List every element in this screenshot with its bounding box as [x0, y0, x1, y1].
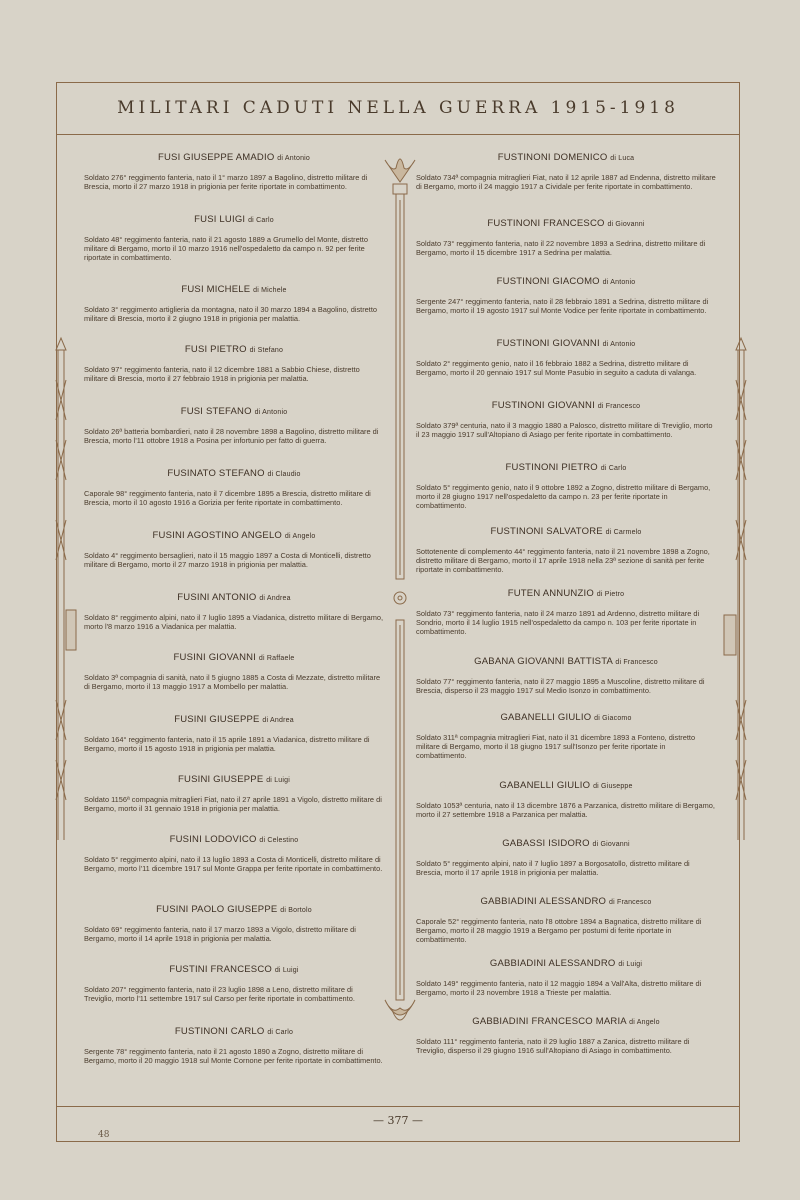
list-item	[84, 714, 384, 753]
list-item	[84, 468, 384, 507]
list-item	[84, 904, 384, 943]
entry-name: FUSTINONI DOMENICO	[497, 152, 608, 163]
entry-text: Soldato 276° reggimento fanteria, nato il 1° marzo 1897 a Bagolino, distretto militare di Brescia, morto il 27 marzo 1918 in prigionia per ferite riportate in combattimento.	[84, 173, 368, 191]
entry-text: Soldato 97° reggimento fanteria, nato il 12 dicembre 1881 a Sabbio Chiese, distretto militare di Brescia, morto il 27 febbraio 1918 in prigionia per malattia.	[84, 365, 360, 383]
entry-parent: di Luca	[610, 155, 635, 162]
entry-text: Soldato 5° reggimento genio, nato il 9 ottobre 1892 a Zogno, distretto militare di Bergamo, morto il 28 giugno 1917 nell'ospedaletto da campo n. 23 per ferite riportate in combattimento.	[416, 483, 711, 510]
entry-name: FUSINI LODOVICO	[169, 834, 257, 845]
entry-text: Soldato 1156ª compagnia mitraglieri Fiat, nato il 27 aprile 1891 a Vigolo, distretto militare di Bergamo, morto il 31 gennaio 1918 in prigionia per malattia.	[84, 795, 382, 813]
entry-name: GABASSI ISIDORO	[502, 838, 590, 849]
entry-name: FUSTINONI GIOVANNI	[491, 400, 595, 411]
entry-parent: di Giuseppe	[593, 783, 633, 790]
entry-parent: di Luigi	[618, 961, 643, 968]
list-item	[416, 276, 716, 315]
entry-text: Soldato 8° reggimento alpini, nato il 7 luglio 1895 a Viadanica, distretto militare di Bergamo, morto l'8 marzo 1916 a Viadanica per malattia.	[84, 613, 384, 631]
list-item	[416, 400, 716, 439]
entry-parent: di Celestino	[259, 837, 299, 844]
entry-text: Soldato 3° reggimento artiglieria da montagna, nato il 30 marzo 1894 a Bagolino, distretto militare di Brescia, morto il 2 giugno 1918 in prigionia per malattia.	[84, 305, 378, 323]
entry-text: Soldato 73° reggimento fanteria, nato il 24 marzo 1891 ad Ardenno, distretto militare di Sondrio, morto il 14 luglio 1915 nell'ospedaletto da campo n. 103 per ferite riportate in combattimento.	[416, 609, 700, 636]
entry-text: Soldato 111° reggimento fanteria, nato il 29 luglio 1887 a Zanica, distretto militare di Treviglio, disperso il 29 giugno 1916 sull'Altopiano di Asiago in combattimento.	[416, 1037, 690, 1055]
list-item	[416, 656, 716, 695]
entry-text: Soldato 73° reggimento fanteria, nato il 22 novembre 1893 a Sedrina, distretto militare di Bergamo, morto il 15 dicembre 1917 a Sedrina per malattia.	[416, 239, 706, 257]
entry-text: Soldato 69° reggimento fanteria, nato il 17 marzo 1893 a Vigolo, distretto militare di Bergamo, morto il 14 aprile 1918 in prigionia per malattia.	[84, 925, 356, 943]
entry-parent: di Giovanni	[592, 841, 630, 848]
entry-name: FUTEN ANNUNZIO	[507, 588, 594, 599]
entry-text: Soldato 207° reggimento fanteria, nato il 23 luglio 1898 a Leno, distretto militare di Treviglio, morto l'11 settembre 1917 sul Carso per ferite riportate in combattimento.	[84, 985, 355, 1003]
list-item	[416, 958, 716, 997]
list-item	[84, 152, 384, 191]
entry-text: Soldato 4° reggimento bersaglieri, nato il 15 maggio 1897 a Costa di Monticelli, distretto militare di Bergamo, morto il 27 marzo 1918 in prigionia per malattia.	[84, 551, 371, 569]
list-item	[84, 964, 384, 1003]
list-item	[84, 530, 384, 569]
entry-name: FUSI PIETRO	[184, 344, 247, 355]
entry-name: FUSINI PAOLO GIUSEPPE	[156, 904, 278, 915]
entry-name: FUSI GIUSEPPE AMADIO	[157, 152, 275, 163]
list-item	[84, 284, 384, 323]
entry-name: FUSTINONI SALVATORE	[490, 526, 603, 537]
entry-parent: di Pietro	[596, 591, 625, 598]
list-item	[84, 834, 384, 873]
list-item	[84, 214, 384, 262]
entry-name: FUSTINONI GIOVANNI	[496, 338, 600, 349]
entry-parent: di Andrea	[262, 717, 294, 724]
entry-name: GABANELLI GIULIO	[500, 712, 592, 723]
list-item	[84, 344, 384, 383]
entry-parent: di Antonio	[602, 341, 636, 348]
entry-name: FUSINI GIUSEPPE	[178, 774, 264, 785]
entry-name: FUSI MICHELE	[181, 284, 251, 295]
entry-text: Soldato 5° reggimento alpini, nato il 13 luglio 1893 a Costa di Monticelli, distretto militare di Bergamo, morto l'11 dicembre 1917 sul Monte Grappa per ferite riportate in combattimento.	[84, 855, 383, 873]
entry-name: FUSTINONI FRANCESCO	[487, 218, 605, 229]
entry-name: FUSINI GIUSEPPE	[174, 714, 260, 725]
entry-parent: di Stefano	[249, 347, 284, 354]
entry-parent: di Bortolo	[280, 907, 312, 914]
entry-text: Soldato 2° reggimento genio, nato il 16 febbraio 1882 a Sedrina, distretto militare di Bergamo, morto il 20 gennaio 1917 sul Monte Pasubio in seguito a caduta di valanga.	[416, 359, 697, 377]
entry-name: FUSTINONI PIETRO	[505, 462, 598, 473]
entry-parent: di Francesco	[609, 899, 652, 906]
entry-text: Caporale 98° reggimento fanteria, nato il 7 dicembre 1895 a Brescia, distretto militare di Brescia, morto il 10 agosto 1916 a Gorizia per ferite riportate in combattimento.	[84, 489, 371, 507]
list-item	[84, 406, 384, 445]
list-item	[84, 652, 384, 691]
list-item	[416, 338, 716, 377]
list-item	[416, 712, 716, 760]
list-item	[416, 1016, 716, 1055]
entry-parent: di Antonio	[277, 155, 311, 162]
list-item	[416, 218, 716, 257]
entry-text: Soldato 149° reggimento fanteria, nato il 12 maggio 1894 a Vall'Alta, distretto militare di Bergamo, morto il 23 novembre 1918 a Trieste per malattia.	[416, 979, 702, 997]
entry-text: Sottotenente di complemento 44° reggimento fanteria, nato il 21 novembre 1898 a Zogno, distretto militare di Bergamo, morto il 17 aprile 1918 nella 23ª sezione di sanità per ferite riportate in combattimento.	[416, 547, 710, 574]
entry-text: Caporale 52° reggimento fanteria, nato l'8 ottobre 1894 a Bagnatica, distretto militare di Bergamo, morto il 28 maggio 1919 a Bergamo per postumi di ferite riportate in combattimento.	[416, 917, 702, 944]
entry-parent: di Luigi	[266, 777, 290, 784]
page-title: MILITARI CADUTI NELLA GUERRA 1915-1918	[117, 98, 679, 118]
entry-parent: di Angelo	[284, 533, 316, 540]
entry-text: Soldato 3ª compagnia di sanità, nato il 5 giugno 1885 a Costa di Mezzate, distretto militare di Bergamo, morto il 13 maggio 1917 a Mombello per malattia.	[84, 673, 381, 691]
entry-parent: di Claudio	[267, 471, 301, 478]
entry-text: Sergente 247° reggimento fanteria, nato il 28 febbraio 1891 a Sedrina, distretto militare di Bergamo, morto il 19 agosto 1917 sul Monte Vodice per ferite riportate in combattimento.	[416, 297, 709, 315]
list-item	[416, 780, 716, 819]
list-item	[84, 1026, 384, 1065]
list-item	[416, 462, 716, 510]
entry-parent: di Angelo	[629, 1019, 660, 1026]
entry-name: FUSTINONI GIACOMO	[496, 276, 600, 287]
entry-name: FUSI STEFANO	[180, 406, 252, 417]
footer-divider	[56, 1106, 740, 1107]
entry-parent: di Giacomo	[594, 715, 632, 722]
list-item	[416, 526, 716, 574]
entry-text: Soldato 311ª compagnia mitraglieri Fiat, nato il 31 dicembre 1893 a Fonteno, distretto militare di Bergamo, morto il 18 giugno 1917 sull'Isonzo per ferite riportate in combattimento.	[416, 733, 696, 760]
entry-name: FUSTINONI CARLO	[174, 1026, 265, 1037]
entry-name: GABBIADINI ALESSANDRO	[489, 958, 616, 969]
entry-name: FUSINI GIOVANNI	[173, 652, 257, 663]
entry-name: GABBIADINI ALESSANDRO	[480, 896, 607, 907]
entry-parent: di Antonio	[602, 279, 636, 286]
entry-parent: di Antonio	[254, 409, 288, 416]
entry-text: Soldato 734ª compagnia mitraglieri Fiat, nato il 12 aprile 1887 ad Endenna, distretto militare di Bergamo, morto il 24 maggio 1917 a Cividale per ferite riportate in combattimento.	[416, 173, 716, 191]
entry-parent: di Carmelo	[605, 529, 642, 536]
list-item	[84, 592, 384, 631]
entry-text: Soldato 26ª batteria bombardieri, nato il 28 novembre 1898 a Bagolino, distretto militare di Brescia, morto l'11 ottobre 1918 a Posina per infortunio per fatto di guerra.	[84, 427, 379, 445]
entry-parent: di Michele	[253, 287, 287, 294]
entry-name: GABANELLI GIULIO	[499, 780, 591, 791]
corner-number: 48	[98, 1130, 110, 1140]
entry-name: FUSINATO STEFANO	[167, 468, 265, 479]
list-item	[416, 588, 716, 636]
title-divider	[56, 134, 740, 135]
entry-text: Soldato 164° reggimento fanteria, nato il 15 aprile 1891 a Viadanica, distretto militare di Bergamo, morto il 15 agosto 1918 in prigionia per malattia.	[84, 735, 370, 753]
entry-name: FUSINI ANTONIO	[177, 592, 257, 603]
entry-parent: di Francesco	[615, 659, 658, 666]
entry-parent: di Carlo	[600, 465, 627, 472]
entry-name: GABBIADINI FRANCESCO MARIA	[472, 1016, 627, 1027]
entry-parent: di Andrea	[259, 595, 291, 602]
page-number: — 377 —	[373, 1114, 423, 1127]
entry-parent: di Carlo	[248, 217, 274, 224]
entry-parent: di Giovanni	[607, 221, 645, 228]
entry-text: Soldato 1053ª centuria, nato il 13 dicembre 1876 a Parzanica, distretto militare di Bergamo, morto il 27 settembre 1918 a Parzanica per malattia.	[416, 801, 715, 819]
entry-parent: di Francesco	[597, 403, 641, 410]
entry-parent: di Luigi	[274, 967, 299, 974]
entry-text: Soldato 77° reggimento fanteria, nato il 27 maggio 1895 a Muscoline, distretto militare di Brescia, disperso il 23 maggio 1917 sul Medio Isonzo in combattimento.	[416, 677, 705, 695]
entry-text: Soldato 5° reggimento alpini, nato il 7 luglio 1897 a Borgosatollo, distretto militare di Brescia, morto il 17 aprile 1918 in prigionia per malattia.	[416, 859, 690, 877]
list-item	[416, 838, 716, 877]
list-item	[84, 774, 384, 813]
entry-text: Soldato 48° reggimento fanteria, nato il 21 agosto 1889 a Grumello del Monte, distretto militare di Bergamo, morto il 10 marzo 1916 nell'ospedaletto da campo n. 92 per ferite riportate in combattimento.	[84, 235, 368, 262]
entry-parent: di Carlo	[267, 1029, 294, 1036]
entry-name: FUSTINI FRANCESCO	[169, 964, 272, 975]
entry-parent: di Raffaele	[258, 655, 295, 662]
entry-name: GABANA GIOVANNI BATTISTA	[474, 656, 613, 667]
list-item	[416, 896, 716, 944]
entry-name: FUSI LUIGI	[194, 214, 246, 225]
entry-text: Sergente 78° reggimento fanteria, nato il 21 agosto 1890 a Zogno, distretto militare di Bergamo, morto il 20 maggio 1918 sul Monte Cornone per ferite riportate in combattimento.	[84, 1047, 383, 1065]
entry-text: Soldato 379ª centuria, nato il 3 maggio 1880 a Palosco, distretto militare di Treviglio, morto il 23 maggio 1917 sull'Altopiano di Asiago per ferite riportate in combattimento.	[416, 421, 713, 439]
list-item	[416, 152, 716, 191]
entry-name: FUSINI AGOSTINO ANGELO	[152, 530, 283, 541]
